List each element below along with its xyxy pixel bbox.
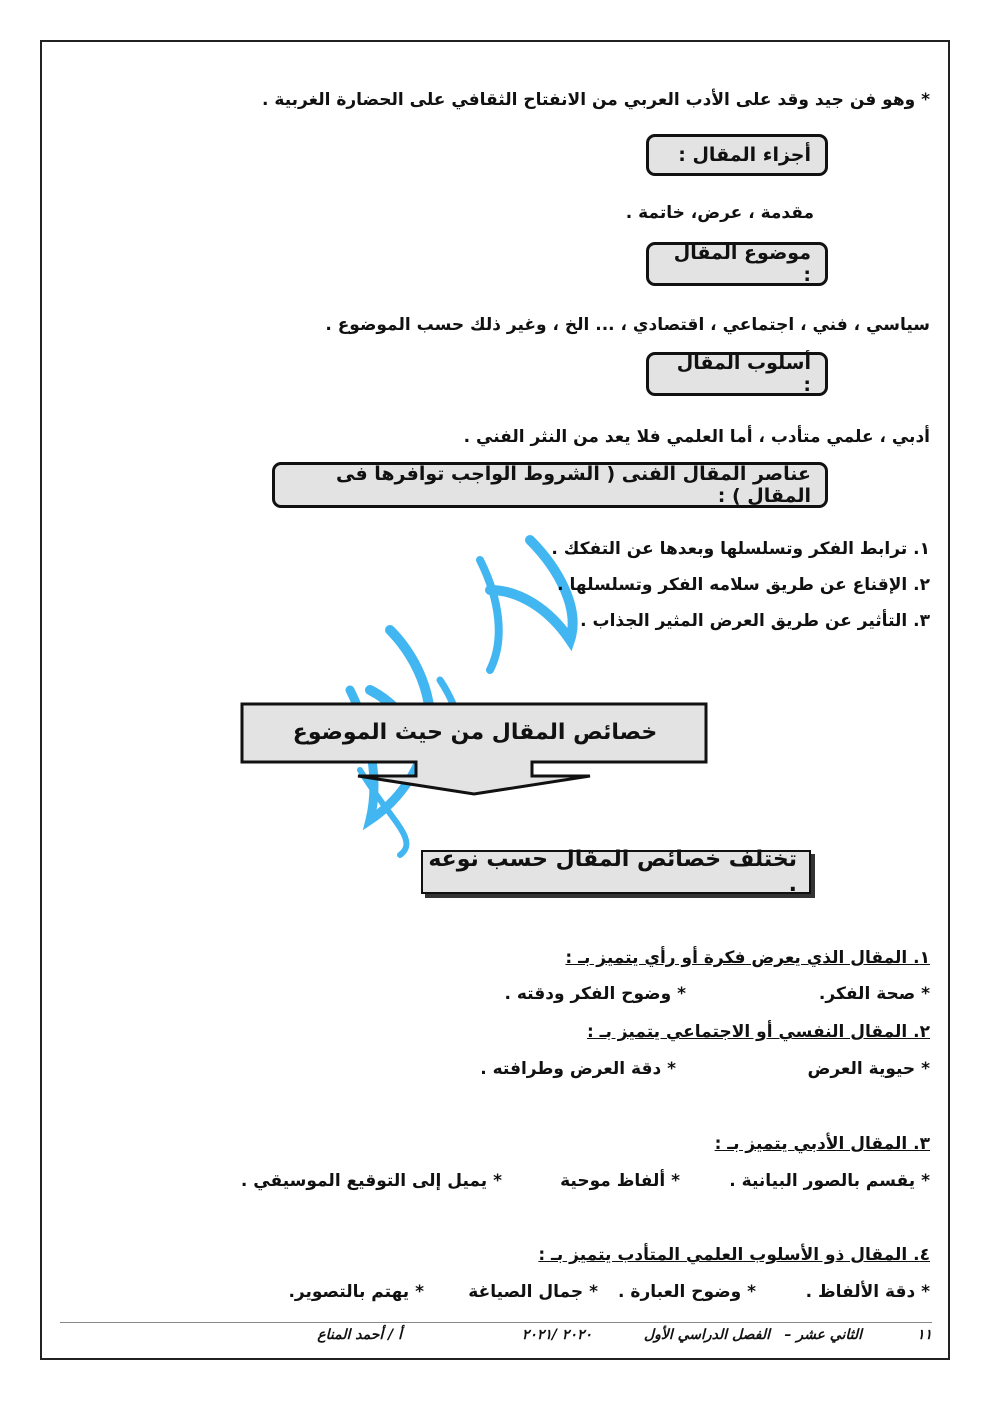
footer-year: ٢٠٢٠ /٢٠٢١ [521,1327,592,1343]
page-number: ١١ [916,1327,932,1343]
type4-trait-2: * وضوح العبارة . [618,1282,756,1302]
elements-title-box [272,462,828,508]
type4-trait-4: * يهتم بالتصوير. [288,1282,424,1302]
type3-trait-1: * يقسم بالصور البيانية . [729,1171,930,1191]
page-footer [60,1322,932,1351]
footer-term: الفصل الدراسي الأول [643,1327,770,1343]
subtitle-box [421,847,811,897]
subtitle: تختلف خصائص المقال حسب نوعه . [428,847,797,897]
topic-title-box [646,242,828,286]
type2-trait-1: * حيوية العرض [807,1059,930,1079]
type-heading-2: ٢. المقال النفسي أو الاجتماعي يتميز بـ : [586,1022,930,1042]
element-item-3: ٣. التأثير عن طريق العرض المثير الجذاب . [580,611,930,631]
type3-trait-2: * ألفاظ موحية [560,1171,680,1191]
parts-title: أجزاء المقال : [678,144,811,166]
arrow-banner-title: خصائص المقال من حيث الموضوع [292,719,658,745]
type4-trait-3: * جمال الصياغة [468,1282,598,1302]
type3-trait-3: * يميل إلى التوقيع الموسيقي . [240,1171,502,1191]
type4-trait-1: * دقة الألفاظ . [805,1282,930,1302]
parts-title-box [646,134,828,176]
style-title-box [646,352,828,396]
parts-text: مقدمة ، عرض، خاتمة . [625,203,814,223]
type-heading-3: ٣. المقال الأدبي يتميز بـ : [714,1134,930,1154]
type-heading-1: ١. المقال الذي يعرض فكرة أو رأي يتميز بـ : [565,948,930,968]
element-item-1: ١. ترابط الفكر وتسلسلها وبعدها عن التفكك . [551,539,930,559]
type2-trait-2: * دقة العرض وطرافته . [480,1059,676,1079]
footer-author: أ / أحمد المناع [317,1327,402,1343]
topic-text: سياسي ، فني ، اجتماعي ، اقتصادي ، ... الخ ، وغير ذلك حسب الموضوع . [325,315,930,335]
type1-trait-2: * وضوح الفكر ودقته . [504,984,686,1004]
type1-trait-1: * صحة الفكر. [818,984,930,1004]
topic-title: موضوع المقال : [673,242,811,286]
intro-line: * وهو فن جيد وقد على الأدب العربي من الانفتاح الثقافي على الحضارة الغربية . [262,90,930,110]
footer-grade: الثاني عشر – [784,1327,862,1343]
style-text: أدبي ، علمي متأدب ، أما العلمي فلا يعد من النثر الفني . [463,427,930,447]
type-heading-4: ٤. المقال ذو الأسلوب العلمي المتأدب يتميز بـ : [538,1245,930,1265]
elements-title: عناصر المقال الفنى ( الشروط الواجب توافرها فى المقال ) : [335,463,811,507]
style-title: أسلوب المقال : [676,352,811,396]
element-item-2: ٢. الإقناع عن طريق سلامه الفكر وتسلسلها . [557,575,930,595]
